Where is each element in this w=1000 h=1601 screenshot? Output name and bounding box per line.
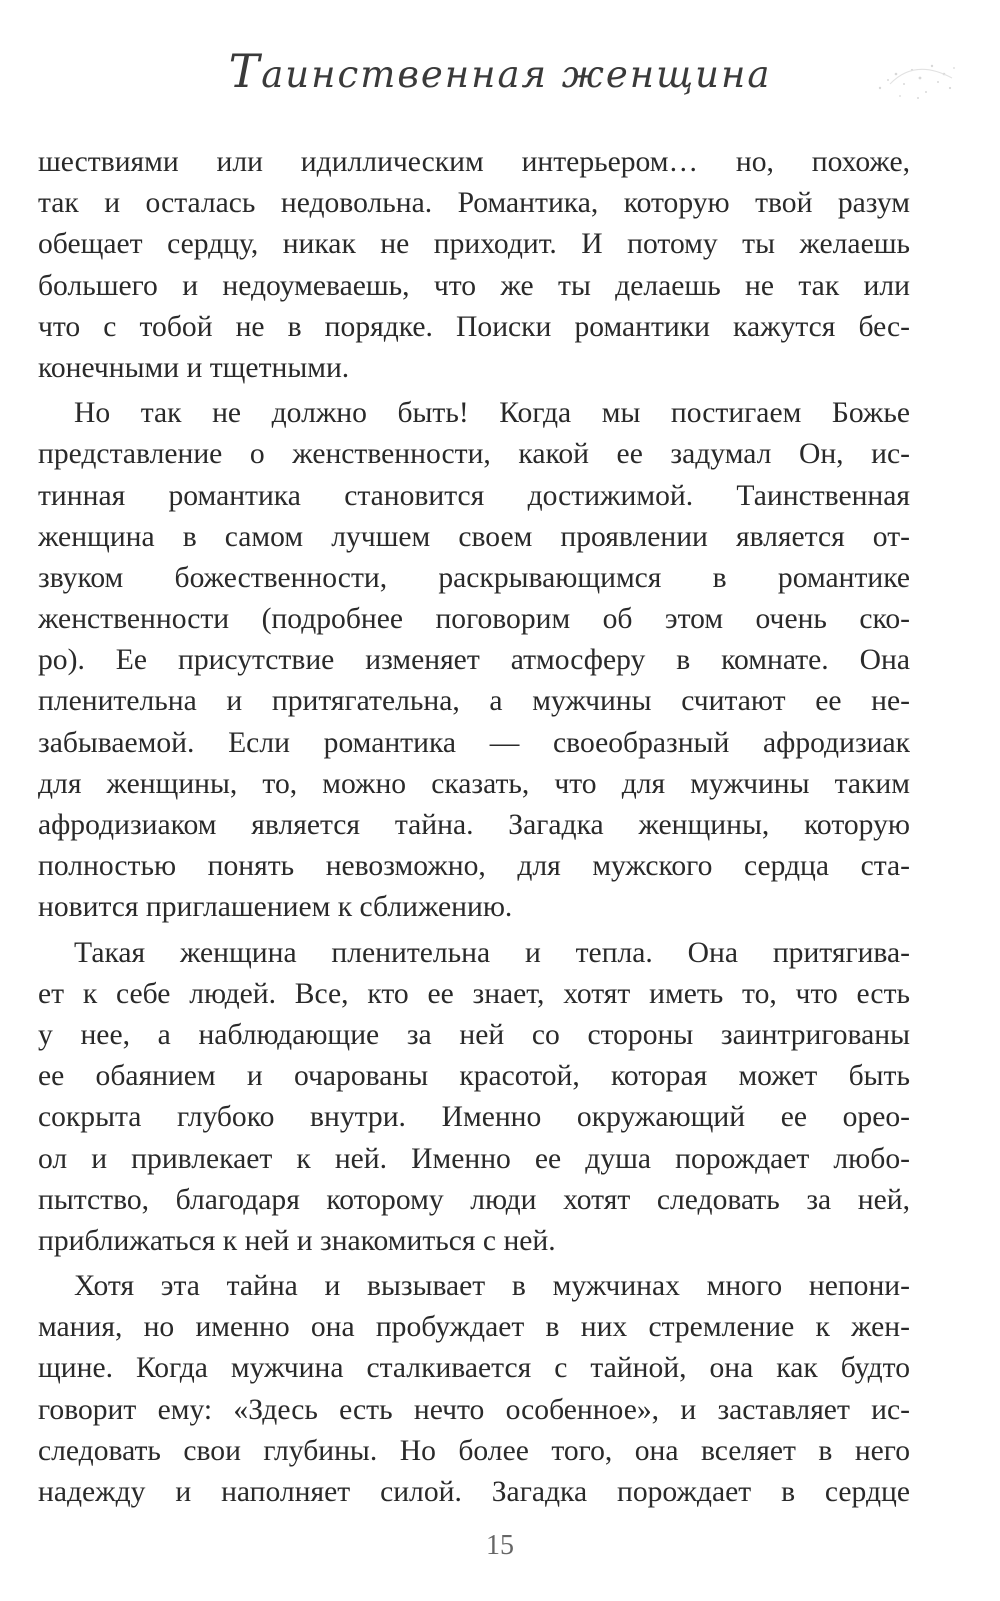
- text-line: ро). Ее присутствие изменяет атмосферу в комнате. Она: [38, 644, 910, 677]
- text-line: у нее, а наблюдающие за ней со стороны заинтригованы: [38, 1018, 910, 1051]
- text-line: мания, но именно она пробуждает в них стремление к жен-: [38, 1311, 910, 1344]
- text-line: приближаться к ней и знакомиться с ней.: [38, 1224, 556, 1257]
- text-line: звуком божественности, раскрывающимся в романтике: [38, 561, 910, 594]
- text-line: сокрыта глубоко внутри. Именно окружающий ее орео-: [38, 1101, 910, 1134]
- text-line: ол и привлекает к ней. Именно ее душа порождает любо-: [38, 1142, 910, 1175]
- text-line: афродизиаком является тайна. Загадка женщины, которую: [38, 809, 910, 841]
- text-line: пленительна и притягательна, а мужчины считают ее не-: [38, 685, 910, 718]
- text-line: женственности (подробнее поговорим об этом очень ско-: [38, 603, 910, 636]
- text-line: что с тобой не в порядке. Поиски романтики кажутся бес-: [38, 310, 910, 343]
- text-line: следовать свои глубины. Но более того, она вселяет в него: [38, 1434, 910, 1467]
- text-line: пытство, благодаря которому люди хотят следовать за ней,: [38, 1183, 910, 1216]
- text-line: женщина в самом лучшем своем проявлении является от-: [38, 520, 910, 553]
- ornament-icon: [860, 48, 970, 118]
- text-line: ет к себе людей. Все, кто ее знает, хотят иметь то, что есть: [38, 977, 910, 1010]
- text-line: новится приглашением к сближению.: [38, 891, 513, 924]
- text-line: конечными и тщетными.: [38, 351, 350, 384]
- text-line: щине. Когда мужчина сталкивается с тайной, она как будто: [38, 1352, 910, 1385]
- page-number: 15: [486, 1530, 514, 1561]
- text-line: так и осталась недовольна. Романтика, которую твой разум: [38, 187, 910, 220]
- text-line: забываемой. Если романтика — своеобразный афродизиак: [38, 726, 910, 759]
- text-line: Такая женщина пленительна и тепла. Она притягива-: [74, 936, 910, 969]
- text-line: полностью понять невозможно, для мужского сердца ста-: [38, 850, 910, 883]
- text-line: большего и недоумеваешь, что же ты делаешь не так или: [38, 269, 910, 302]
- running-title-initial: Т: [228, 44, 262, 98]
- text-line: Хотя эта тайна и вызывает в мужчинах много непони-: [74, 1270, 910, 1303]
- text-line: говорит ему: «Здесь есть нечто особенное», и заставляет ис-: [38, 1393, 910, 1426]
- running-title: [0, 44, 1000, 98]
- text-line: для женщины, то, можно сказать, что для мужчины таким: [38, 767, 910, 800]
- text-line: шествиями или идиллическим интерьером… но, похоже,: [38, 146, 910, 178]
- text-line: обещает сердцу, никак не приходит. И потому ты желаешь: [38, 228, 910, 261]
- text-line: надежду и наполняет силой. Загадка порождает в сердце: [38, 1476, 910, 1508]
- text-line: Но так не должно быть! Когда мы постигаем Божье: [74, 397, 910, 430]
- text-line: ее обаянием и очарованы красотой, которая может быть: [38, 1060, 910, 1093]
- running-title-rest: аинственная женщина: [261, 53, 772, 96]
- body-text: [38, 142, 910, 1513]
- text-line: тинная романтика становится достижимой. Таинственная: [38, 479, 910, 512]
- text-line: представление о женственности, какой ее задумал Он, ис-: [38, 438, 910, 471]
